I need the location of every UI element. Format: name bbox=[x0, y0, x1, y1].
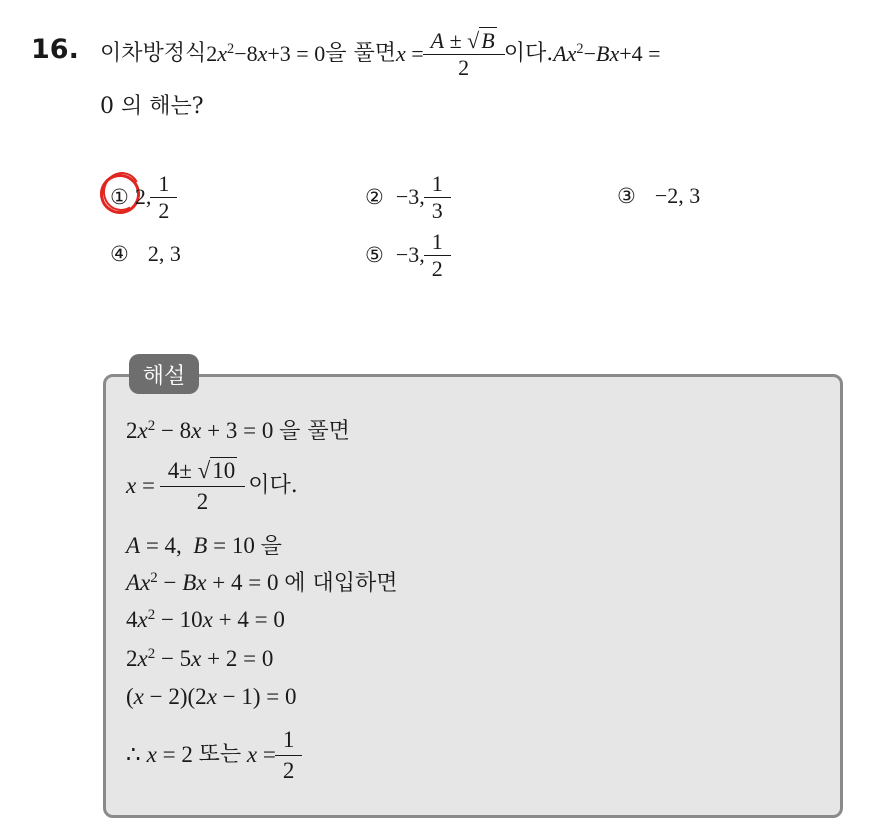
solution-line-7: (x − 2)(2x − 1) = 0 bbox=[126, 684, 297, 709]
stem-equation: $2x^2-8x+3 = 0$ bbox=[206, 41, 326, 66]
solution-line-3: A = 4, B = 10 을 bbox=[126, 533, 282, 559]
choice-3[interactable] bbox=[617, 185, 700, 208]
choice-2[interactable] bbox=[365, 166, 450, 228]
solution-line-4: $Ax^2 - Bx + 4 = 0$ 에 대입하면 bbox=[126, 569, 398, 596]
choice-5[interactable] bbox=[365, 224, 450, 286]
stem-text-3: 이다. bbox=[503, 41, 554, 66]
solution-tag: 해설 bbox=[129, 354, 199, 394]
solution-line-6: $2x^2 - 5x + 2 = 0$ bbox=[126, 645, 274, 671]
solution-fraction: $\frac{4\pm √10}{2}$ bbox=[164, 458, 242, 515]
solution-final-fraction: $\frac{1}{2}$ bbox=[279, 727, 299, 784]
stem-fraction: $\frac{A \pm √B}{2}$ bbox=[427, 30, 501, 79]
choice-2-text: −3, bbox=[395, 184, 425, 209]
choice-3-text: −2, 3 bbox=[654, 183, 701, 208]
solution-line-1: $2x^2 - 8x + 3 = 0$ 을 풀면 bbox=[126, 417, 350, 444]
choice-2-marker: ② bbox=[365, 184, 384, 209]
choice-5-text: −3, bbox=[395, 242, 425, 267]
choice-1-marker: ① bbox=[110, 184, 129, 209]
choice-4-marker: ④ bbox=[110, 242, 129, 266]
stem-equation-2: $Ax^2-Bx+4$ = bbox=[553, 41, 661, 66]
choice-5-fraction: $\frac{1}{2}$ bbox=[428, 231, 447, 280]
stem-x-eq: x = bbox=[395, 41, 424, 66]
question-stem-line2: 0 의 해는? bbox=[100, 94, 204, 119]
choice-1[interactable] bbox=[110, 166, 176, 228]
choice-4[interactable] bbox=[110, 243, 181, 266]
stem-text-2: 을 풀면 bbox=[325, 41, 396, 66]
solution-line-8: ∴ x = 2 또는 x = $\frac{1}{2}$ bbox=[126, 724, 301, 786]
choice-1-fraction: $\frac{1}{2}$ bbox=[154, 173, 173, 222]
choice-3-marker: ③ bbox=[617, 184, 636, 208]
stem-text-1: 이차방정식 bbox=[100, 41, 207, 66]
question-number: 16. bbox=[31, 34, 79, 65]
solution-line-2: x = $\frac{4\pm √10}{2}$ 이다. bbox=[126, 457, 298, 514]
choice-1-text: 2, bbox=[134, 184, 152, 209]
choice-4-text: 2, 3 bbox=[147, 241, 181, 266]
solution-line-5: $4x^2 - 10x + 4 = 0$ bbox=[126, 606, 285, 632]
choice-2-fraction: $\frac{1}{3}$ bbox=[428, 173, 447, 222]
choice-5-marker: ⑤ bbox=[365, 242, 384, 267]
question-stem-line1 bbox=[100, 24, 661, 84]
